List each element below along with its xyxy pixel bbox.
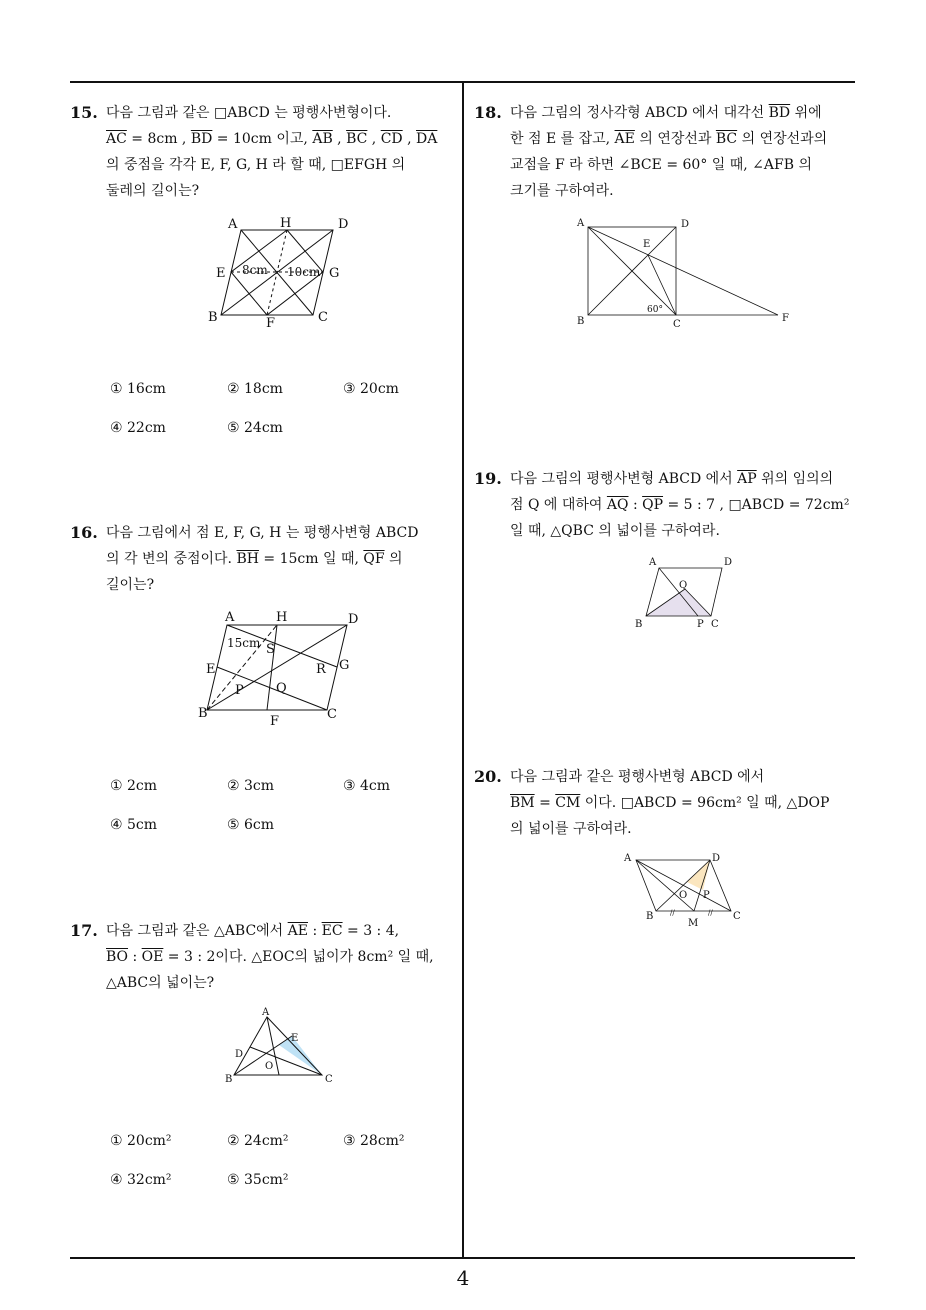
q15-choice-4[interactable]: ④ 22cm: [110, 420, 166, 436]
tick-bm: //: [670, 909, 675, 917]
q17-choice-3[interactable]: ③ 28cm²: [343, 1133, 405, 1149]
label-E: E: [206, 662, 216, 677]
bottom-rule: [70, 1257, 855, 1259]
q17-figure: [222, 1003, 342, 1088]
q18-figure: [570, 213, 800, 338]
label-B: B: [646, 911, 654, 922]
label-C: C: [673, 319, 681, 330]
question-number: 18.: [474, 103, 502, 122]
q15-choice-1[interactable]: ① 16cm: [110, 381, 166, 397]
label-bh-length: 15cm: [227, 636, 261, 650]
question-19: [474, 466, 850, 544]
q17-choice-4[interactable]: ④ 32cm²: [110, 1172, 172, 1188]
label-D: D: [712, 853, 721, 864]
question-line: 둘레의 길이는?: [106, 183, 200, 199]
question-line: 점 Q 에 대하여 $\overline{AQ}$ : $\overline{QP} = 5$ : 7 , □ABCD = 72cm²: [510, 497, 850, 513]
label-D: D: [348, 612, 359, 627]
question-17: [70, 918, 434, 996]
label-A: A: [225, 610, 235, 625]
label-H: H: [276, 610, 288, 625]
tick-cm: //: [708, 909, 713, 917]
q16-choice-1[interactable]: ① 2cm: [110, 778, 158, 794]
question-line: 크기를 구하여라.: [510, 183, 614, 199]
label-S: S: [266, 642, 275, 657]
dop-shaded-region: [687, 860, 710, 890]
q20-figure: [620, 848, 755, 933]
label-bd-length: 10cm: [287, 265, 321, 279]
question-line: 다음 그림에서 점 E, F, G, H 는 평행사변형 ABCD: [106, 525, 419, 541]
question-15: [70, 100, 438, 204]
eoc-shaded-region: [279, 1036, 322, 1075]
label-D: D: [338, 217, 349, 232]
label-M: M: [688, 918, 699, 929]
label-C: C: [318, 310, 328, 325]
label-P: P: [703, 890, 710, 901]
question-line: $\overline{AC} = 8cm$ , $\overline{BD} = 10cm$ 이고, $\overline{AB}$ , $\overline{BC}$ , $\overline{CD}$ , $\overline{DA}$: [106, 131, 438, 147]
q16-choice-3[interactable]: ③ 4cm: [343, 778, 391, 794]
q15-choice-2[interactable]: ② 18cm: [227, 381, 283, 397]
label-A: A: [577, 218, 585, 229]
q17-choice-5[interactable]: ⑤ 35cm²: [227, 1172, 289, 1188]
label-E: E: [643, 239, 651, 250]
label-angle: 60°: [647, 305, 663, 315]
label-H: H: [280, 216, 292, 231]
label-F: F: [266, 316, 276, 331]
question-20: [474, 764, 830, 842]
q16-choice-2[interactable]: ② 3cm: [227, 778, 275, 794]
question-16: [70, 520, 419, 598]
question-number: 17.: [70, 921, 98, 940]
question-number: 20.: [474, 767, 502, 786]
q16-figure: [196, 605, 366, 730]
q17-choice-2[interactable]: ② 24cm²: [227, 1133, 289, 1149]
label-R: R: [316, 662, 326, 677]
question-line: $\overline{BM} = \overline{CM}$ 이다. □ABCD = 96cm² 일 때, △DOP: [510, 795, 830, 811]
label-C: C: [327, 707, 337, 722]
question-line: 일 때, △QBC 의 넓이를 구하여라.: [510, 523, 720, 539]
question-line: 다음 그림과 같은 □ABCD 는 평행사변형이다.: [106, 105, 392, 121]
q17-choice-1[interactable]: ① 20cm²: [110, 1133, 172, 1149]
label-B: B: [577, 316, 585, 327]
label-Q: Q: [276, 681, 287, 696]
question-number: 15.: [70, 103, 98, 122]
question-line: $\overline{BO}$ : $\overline{OE} = 3$ : 2이다. △EOC의 넓이가 8cm² 일 때,: [106, 949, 434, 965]
label-G: G: [339, 658, 350, 673]
q15-choice-3[interactable]: ③ 20cm: [343, 381, 399, 397]
page-number: 4: [456, 1266, 470, 1290]
q16-choice-5[interactable]: ⑤ 6cm: [227, 817, 275, 833]
label-A: A: [624, 853, 632, 864]
question-number: 16.: [70, 523, 98, 542]
label-A: A: [262, 1007, 270, 1018]
label-F: F: [782, 313, 789, 324]
label-B: B: [225, 1074, 233, 1085]
question-line: 다음 그림의 평행사변형 ABCD 에서 $\overline{AP}$ 위의 임의의: [510, 471, 834, 487]
question-number: 19.: [474, 469, 502, 488]
question-line: 길이는?: [106, 577, 155, 593]
label-A: A: [649, 557, 657, 568]
label-O: O: [679, 890, 688, 901]
label-G: G: [329, 266, 340, 281]
question-line: 의 각 변의 중점이다. $\overline{BH} = 15cm$ 일 때, $\overline{QF}$ 의: [106, 551, 403, 567]
label-D: D: [235, 1049, 244, 1060]
label-B: B: [635, 619, 643, 630]
label-Q: Q: [679, 580, 688, 591]
label-C: C: [733, 911, 741, 922]
label-C: C: [325, 1074, 333, 1085]
question-line: △ABC의 넓이는?: [106, 975, 215, 991]
q19-figure: [630, 553, 740, 633]
question-line: 한 점 E 를 잡고, $\overline{AE}$ 의 연장선과 $\overline{BC}$ 의 연장선과의: [510, 131, 828, 147]
column-divider: [462, 82, 464, 1258]
label-P: P: [697, 619, 704, 630]
label-ac-length: 8cm: [242, 263, 268, 277]
label-C: C: [711, 619, 719, 630]
label-B: B: [208, 310, 218, 325]
q16-choice-4[interactable]: ④ 5cm: [110, 817, 158, 833]
question-line: 의 넓이를 구하여라.: [510, 821, 632, 837]
label-E: E: [216, 266, 226, 281]
label-O: O: [265, 1061, 274, 1072]
q15-figure: [200, 210, 360, 335]
question-line: 다음 그림과 같은 △ABC에서 $\overline{AE}$ : $\overline{EC} = 3$ : 4,: [106, 923, 400, 939]
question-line: 다음 그림의 정사각형 ABCD 에서 대각선 $\overline{BD}$ 위에: [510, 105, 822, 121]
label-P: P: [235, 683, 244, 698]
label-A: A: [228, 217, 238, 232]
q15-choice-5[interactable]: ⑤ 24cm: [227, 420, 283, 436]
question-line: 교점을 F 라 하면 ∠BCE = 60° 일 때, ∠AFB 의: [510, 157, 812, 173]
question-line: 의 중점을 각각 E, F, G, H 라 할 때, □EFGH 의: [106, 157, 406, 173]
label-E: E: [291, 1033, 299, 1044]
question-18: [474, 100, 828, 204]
label-F: F: [270, 714, 280, 729]
label-D: D: [681, 219, 690, 230]
label-B: B: [198, 706, 208, 721]
question-line: 다음 그림과 같은 평행사변형 ABCD 에서: [510, 769, 765, 785]
label-D: D: [724, 557, 733, 568]
